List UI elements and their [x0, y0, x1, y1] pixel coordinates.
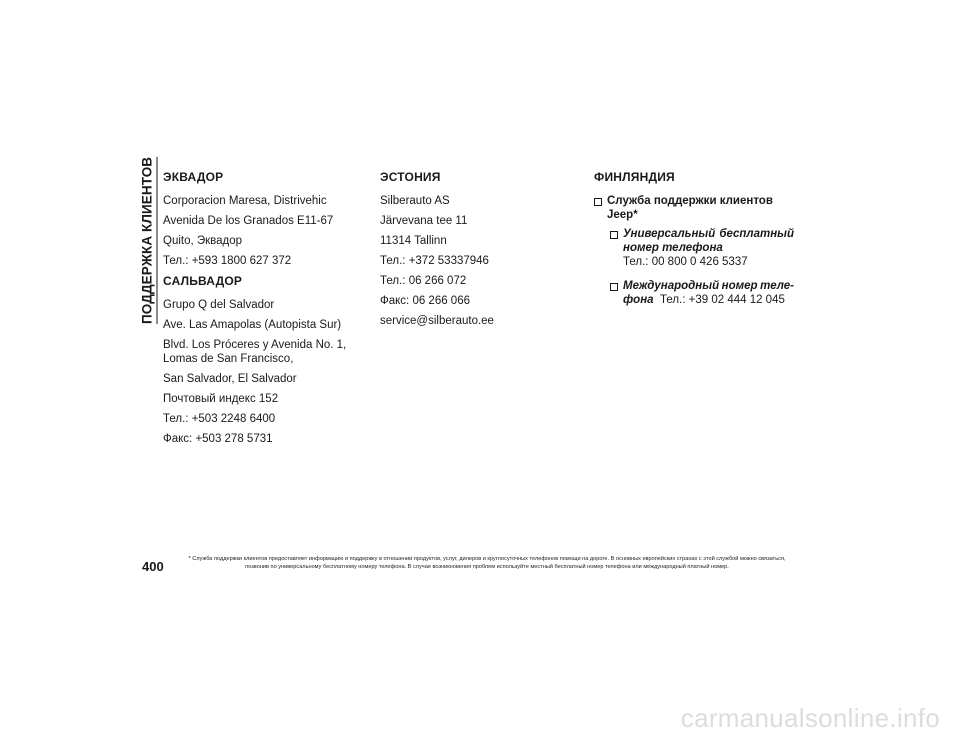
phone-line: Тел.: +372 53337946 [380, 255, 489, 267]
checkbox-square-icon [610, 231, 618, 239]
heading-ecuador: ЭКВАДОР [163, 170, 224, 184]
intl-number-word: Международный [623, 280, 720, 292]
free-number-title [623, 227, 794, 241]
column-estonia [380, 170, 580, 334]
footnote: * Служба поддержки клиентов предоставляет информацию и поддержку в отношении продуктов, услуг, дилеров и круглосуточных телефонов помощи на дороге. В основных европейских странах с этой службой можно связаться, позвонив по универсальному бесплатному номеру телефона. В случае возникновения проблем используйте местный бесплатный номер телефона или международный платный номер. [188, 556, 786, 570]
address-line: Blvd. Los Próceres y Avenida No. 1, Lomas de San Francisco, [163, 339, 347, 365]
address-line: 11314 Tallinn [380, 235, 447, 247]
free-number-word: Универсальный [623, 228, 716, 240]
intl-number-word: номер [721, 280, 758, 292]
address-line: Grupo Q del Salvador [163, 299, 275, 311]
page-number: 400 [142, 559, 164, 574]
address-line: Corporacion Maresa, Distrivehic [163, 195, 327, 207]
address-line: San Salvador, El Salvador [163, 373, 297, 385]
service-label: Служба поддержки клиентов Jeep* [607, 195, 773, 221]
heading-salvador: САЛЬВАДОР [163, 274, 243, 288]
fax-line: Факс: 06 266 066 [380, 295, 470, 307]
address-line: Quito, Эквадор [163, 235, 243, 247]
address-line: Järvevana tee 11 [380, 215, 468, 227]
watermark: carmanualsonline.info [680, 703, 940, 733]
free-number-phone: Тел.: 00 800 0 426 5337 [623, 256, 748, 268]
column-ecuador-salvador [163, 170, 368, 452]
postal-code-line: Почтовый индекс 152 [163, 393, 279, 405]
service-item [594, 194, 794, 222]
checkbox-square-icon [610, 283, 618, 291]
heading-estonia: ЭСТОНИЯ [380, 170, 441, 184]
free-number-title-cont: номер телефона [623, 242, 723, 254]
address-line: Silberauto AS [380, 195, 450, 207]
free-number-item [610, 227, 794, 269]
heading-finland: ФИНЛЯНДИЯ [594, 170, 675, 184]
section-side-title: ПОДДЕРЖКА КЛИЕНТОВ [139, 156, 155, 324]
address-line: Ave. Las Amapolas (Autopista Sur) [163, 319, 342, 331]
phone-line: Тел.: 06 266 072 [380, 275, 467, 287]
email-line: service@silberauto.ee [380, 315, 494, 327]
intl-number-line2 [623, 293, 794, 307]
intl-number-word: теле- [760, 280, 794, 292]
checkbox-square-icon [594, 198, 602, 206]
phone-line: Тел.: +593 1800 627 372 [163, 255, 292, 267]
intl-number-phone: Тел.: +39 02 444 12 045 [659, 294, 785, 306]
address-line: Avenida De los Granados E11-67 [163, 215, 334, 227]
column-finland [594, 170, 794, 307]
fax-line: Факс: +503 278 5731 [163, 433, 273, 445]
intl-number-item [610, 279, 794, 307]
free-number-word: бесплатный [719, 228, 794, 240]
intl-number-title [623, 279, 794, 293]
intl-number-title-cont: фона [623, 294, 654, 306]
phone-line: Тел.: +503 2248 6400 [163, 413, 276, 425]
